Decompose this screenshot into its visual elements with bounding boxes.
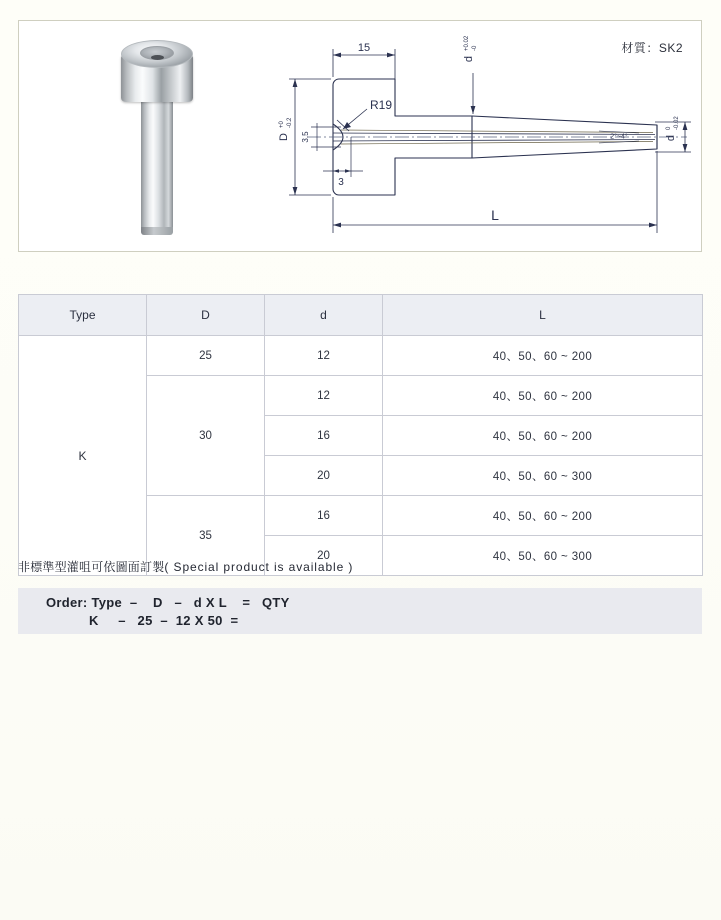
cell-d: 16 [265, 496, 383, 536]
special-product-note [18, 558, 353, 575]
table-row [19, 336, 703, 376]
column-header-type: Type [19, 295, 147, 336]
dim-shank-tol-left-upper: +0.02 [464, 35, 470, 51]
cell-L: 40、50、60 ~ 300 [383, 536, 703, 576]
dim-shank-tol-right-lower: -0.02 [674, 116, 680, 130]
cell-d: 12 [265, 376, 383, 416]
note-chinese: 非標準型灌咀可依圖面訂製 [18, 560, 165, 574]
dim-small-bore-text: 3 [338, 177, 344, 188]
photo-shaft-end [141, 227, 173, 235]
dim-head-width-text: 15 [357, 42, 371, 54]
technical-drawing-svg [267, 21, 703, 253]
cell-d: 12 [265, 336, 383, 376]
dim-shank-diameter-left-symbol: d [463, 55, 475, 63]
photo-head-hole [151, 55, 164, 60]
dim-head-tolerance-upper: +0 [279, 121, 285, 128]
product-photo [94, 31, 224, 241]
order-format-box [18, 588, 702, 634]
dim-shank-diameter-right-symbol: d [665, 134, 677, 142]
technical-drawing [267, 21, 703, 253]
specification-table [18, 294, 703, 576]
note-english: ( Special product is available ) [164, 560, 354, 574]
material-label: 材質：SK2 [621, 41, 683, 55]
order-format-header: Order: Type – D – d X L = QTY [46, 595, 290, 610]
dim-head-diameter-symbol: D [278, 133, 290, 141]
drawing-panel [18, 20, 702, 252]
dim-taper-angle-text: 2°~4° [610, 133, 628, 141]
order-format-example: K – 25 – 12 X 50 = [46, 613, 239, 628]
column-header-L: L [383, 295, 703, 336]
column-header-D: D [147, 295, 265, 336]
dim-head-tolerance-lower: -0.2 [287, 117, 293, 128]
photo-shaft [141, 99, 173, 232]
dim-radius-text: R19 [370, 98, 393, 112]
cell-D: 35 [147, 496, 265, 576]
table-header-row [19, 295, 703, 336]
cell-d: 20 [265, 536, 383, 576]
cell-L: 40、50、60 ~ 200 [383, 496, 703, 536]
cell-L: 40、50、60 ~ 300 [383, 456, 703, 496]
cell-D: 25 [147, 336, 265, 376]
cell-d: 16 [265, 416, 383, 456]
cell-L: 40、50、60 ~ 200 [383, 336, 703, 376]
dim-shank-tol-right-upper: 0 [666, 126, 672, 130]
dim-length-text: L [491, 207, 499, 223]
cell-d: 20 [265, 456, 383, 496]
dim-shank-tol-left-lower: -0 [472, 45, 478, 51]
column-header-d: d [265, 295, 383, 336]
cell-L: 40、50、60 ~ 200 [383, 416, 703, 456]
cell-D: 30 [147, 376, 265, 496]
cell-type: K [19, 336, 147, 576]
cell-L: 40、50、60 ~ 200 [383, 376, 703, 416]
dim-counterbore-depth-text: 3.5 [301, 131, 310, 143]
